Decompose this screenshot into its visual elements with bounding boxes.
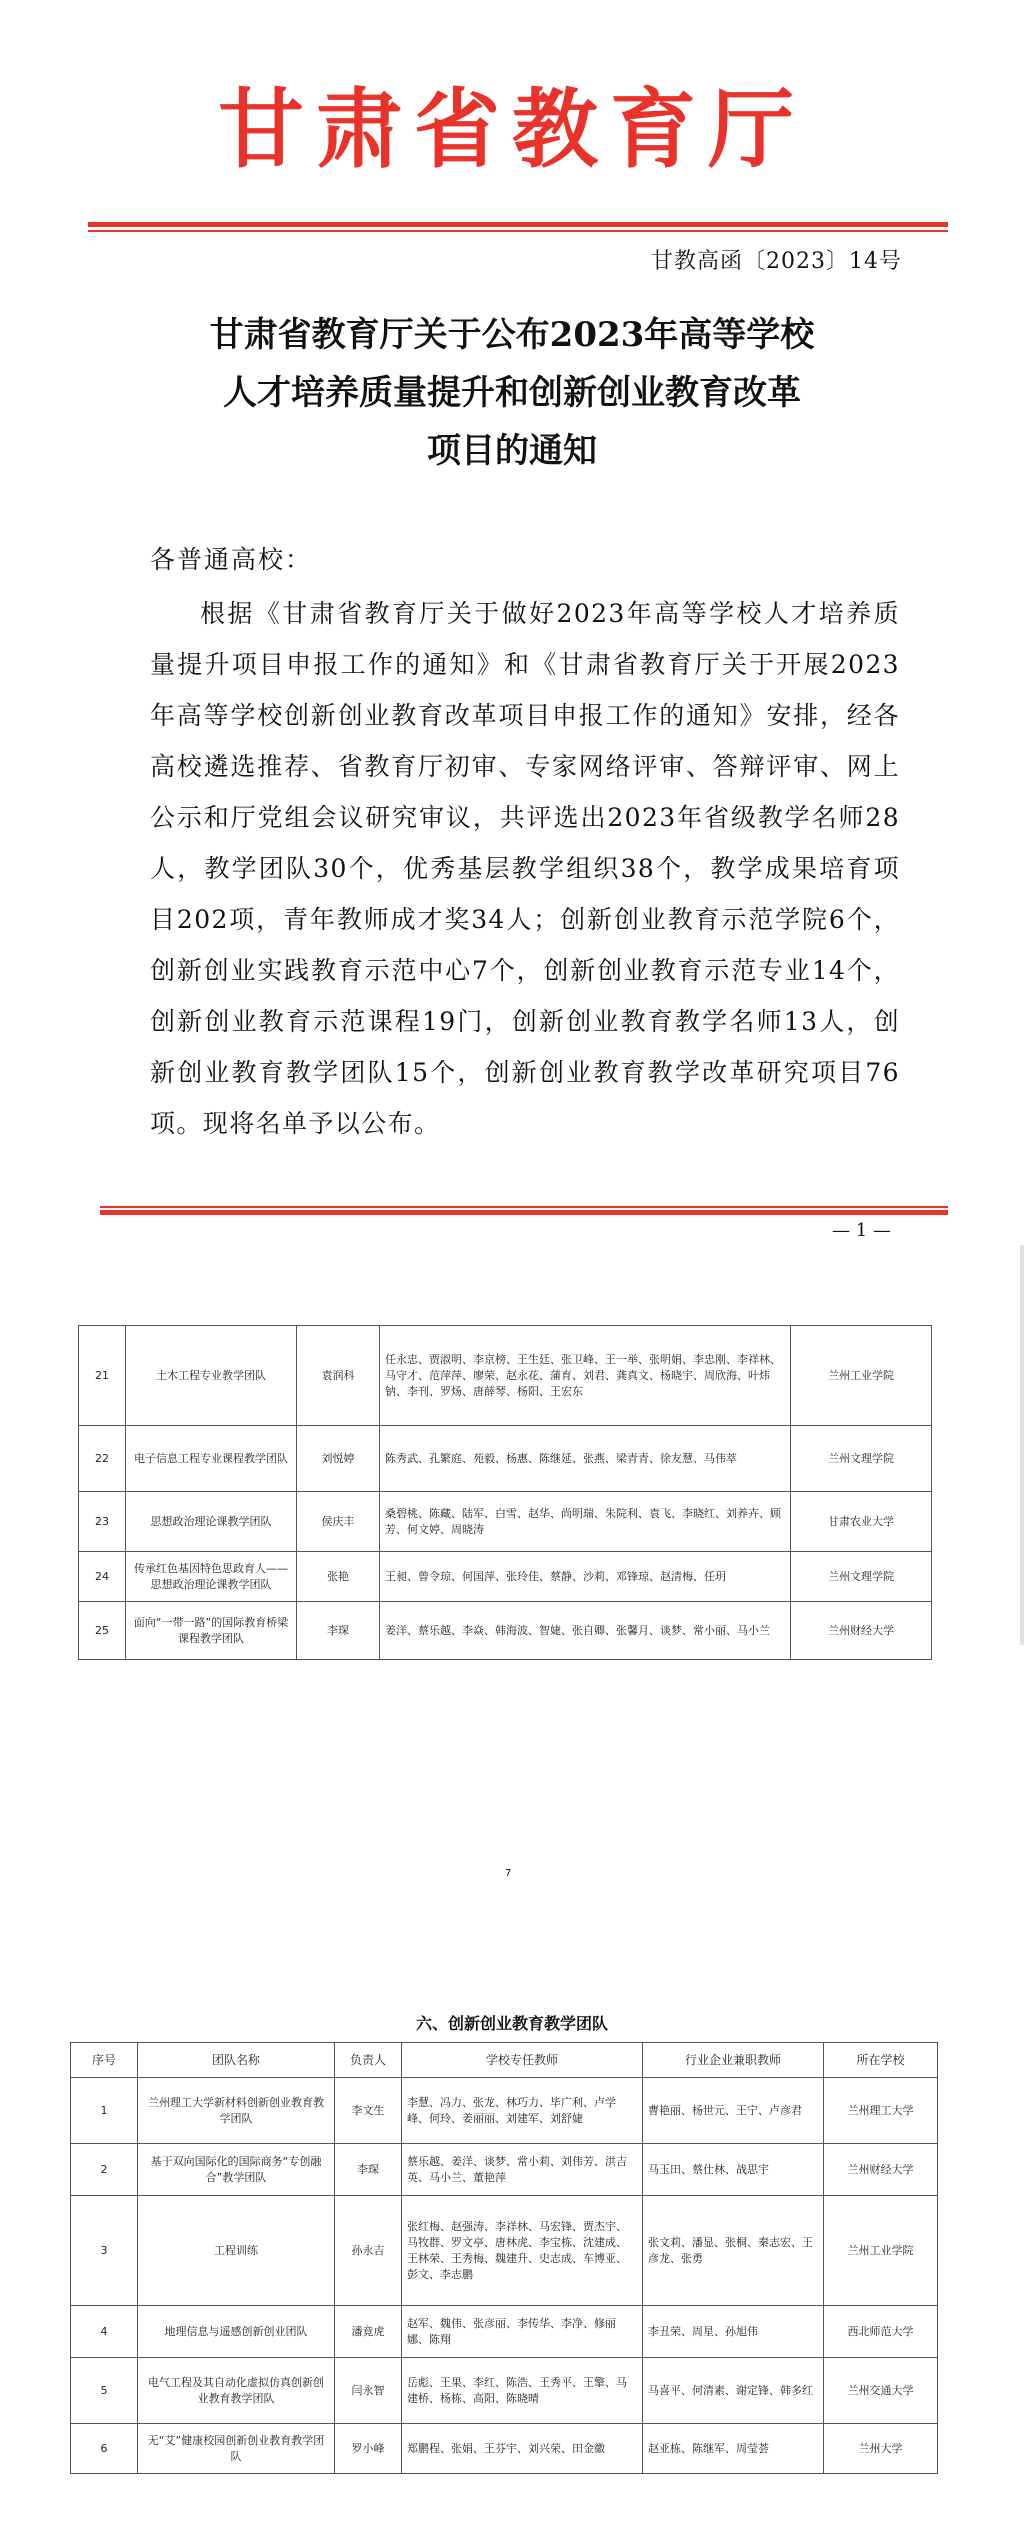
team-name: 电气工程及其自动化虚拟仿真创新创业教育教学团队 [138, 2358, 335, 2424]
table-row [79, 1602, 932, 1660]
team-leader: 李文生 [335, 2078, 402, 2144]
teaching-team-table [78, 1325, 932, 1660]
team-teachers: 赵军、魏伟、张彦丽、李传华、李净、修丽娜、陈翔 [402, 2306, 643, 2358]
table-header-row [71, 2043, 938, 2078]
team-name: 传承红色基因特色思政育人——思想政治理论课教学团队 [126, 1552, 297, 1602]
notice-body: 根据《甘肃省教育厅关于做好2023年高等学校人才培养质量提升项目申报工作的通知》和《甘肃省教育厅关于开展2023年高等学校创新创业教育改革项目申报工作的通知》安排，经各高校遴选推荐、省教育厅初审、专家网络评审、答辩评审、网上公示和厅党组会议研究审议，共评选出2023年省级教学名师28人，教学团队30个，优秀基层教学组织38个，教学成果培育项目202项，青年教师成才奖34人；创新创业教育示范学院6个，创新创业实践教育示范中心7个，创新创业教育示范专业14个，创新创业教育示范课程19门，创新创业教育教学名师13人，创新创业教育教学团队15个，创新创业教育教学改革研究项目76项。现将名单予以公布。 [150, 599, 900, 1138]
table-row [71, 2358, 938, 2424]
team-leader: 罗小峰 [335, 2424, 402, 2474]
table-row [79, 1326, 932, 1426]
team-teachers: 王昶、曾令琼、何国萍、张玲佳、蔡静、沙莉、邓锋琼、赵清梅、任玥 [380, 1552, 791, 1602]
table-row [71, 2078, 938, 2144]
team-school: 兰州理工大学 [824, 2078, 938, 2144]
document-number: 甘教高函〔2023〕14号 [651, 249, 902, 274]
header-rule-thick [88, 222, 948, 227]
industry-teachers: 马喜平、何清素、谢定锋、韩多红 [643, 2358, 824, 2424]
team-name: 兰州理工大学新材料创新创业教育教学团队 [138, 2078, 335, 2144]
industry-teachers: 赵亚栋、陈继军、周莹荟 [643, 2424, 824, 2474]
header-rule-thin [88, 230, 948, 232]
team-school: 西北师范大学 [824, 2306, 938, 2358]
col-leader: 负责人 [335, 2043, 402, 2078]
table-row [79, 1492, 932, 1552]
team-leader: 李琛 [297, 1602, 380, 1660]
team-leader: 李琛 [335, 2144, 402, 2196]
team-leader: 张艳 [297, 1552, 380, 1602]
row-number: 2 [71, 2144, 138, 2196]
industry-teachers: 曹艳丽、杨世元、王宁、卢彦君 [643, 2078, 824, 2144]
team-name: 思想政治理论课教学团队 [126, 1492, 297, 1552]
row-number: 6 [71, 2424, 138, 2474]
table-row [71, 2144, 938, 2196]
team-teachers: 郑鹏程、张娟、王芬宇、刘兴荣、田金徽 [402, 2424, 643, 2474]
team-leader: 刘悦婷 [297, 1426, 380, 1492]
team-school: 兰州财经大学 [824, 2144, 938, 2196]
table-row [79, 1426, 932, 1492]
notice-page [0, 0, 1024, 1245]
col-school: 所在学校 [824, 2043, 938, 2078]
team-name: 基于双向国际化的国际商务“专创融合”教学团队 [138, 2144, 335, 2196]
col-teachers: 学校专任教师 [402, 2043, 643, 2078]
title-line-3: 项目的通知 [427, 431, 597, 471]
table-row [71, 2306, 938, 2358]
industry-teachers: 马玉田、蔡仕林、战思宇 [643, 2144, 824, 2196]
team-leader: 袁润科 [297, 1326, 380, 1426]
innovation-team-table [70, 2042, 938, 2474]
team-teachers: 桑碧桃、陈藏、陆军、白雪、赵华、尚明瑞、朱院利、袁飞、李晓红、刘养卉、顾芳、何文婷、周晓涛 [380, 1492, 791, 1552]
team-name: 工程训练 [138, 2196, 335, 2306]
team-school: 甘肃农业大学 [791, 1492, 932, 1552]
letterhead: 甘肃省教育厅 [218, 80, 806, 180]
col-no: 序号 [71, 2043, 138, 2078]
team-teachers: 陈秀武、孔繁庭、苑毅、杨惠、陈继延、张燕、梁青青、徐友慧、马伟萃 [380, 1426, 791, 1492]
team-school: 兰州文理学院 [791, 1552, 932, 1602]
team-name: 面向“一带一路”的国际教育桥梁课程教学团队 [126, 1602, 297, 1660]
footer-rule-thin [100, 1206, 948, 1208]
team-leader: 侯庆丰 [297, 1492, 380, 1552]
row-number: 1 [71, 2078, 138, 2144]
row-number: 22 [79, 1426, 126, 1492]
table-row [71, 2196, 938, 2306]
page-number-small: 7 [505, 1868, 512, 1879]
team-school: 兰州交通大学 [824, 2358, 938, 2424]
team-school: 兰州文理学院 [791, 1426, 932, 1492]
team-teachers: 任永忠、贾淑明、李京榜、王生廷、张卫峰、王一举、张明娟、李忠刚、李祥林、马守才、范萍萍、廖荣、赵永花、蒲育、刘君、龚真文、杨晓宇、周欣海、叶炜钠、李刊、罗炀、唐薛琴、杨阳、王宏东 [380, 1326, 791, 1426]
team-teachers: 蔡乐越、姜洋、谈梦、常小莉、刘伟芳、洪吉英、马小兰、董艳萍 [402, 2144, 643, 2196]
row-number: 3 [71, 2196, 138, 2306]
team-name: 地理信息与遥感创新创业团队 [138, 2306, 335, 2358]
col-team-name: 团队名称 [138, 2043, 335, 2078]
col-industry: 行业企业兼职教师 [643, 2043, 824, 2078]
team-school: 兰州大学 [824, 2424, 938, 2474]
title-line-2: 人才培养质量提升和创新创业教育改革 [223, 373, 801, 413]
table-row [79, 1552, 932, 1602]
table-row [71, 2424, 938, 2474]
industry-teachers: 李丑荣、周星、孙旭伟 [643, 2306, 824, 2358]
team-school: 兰州财经大学 [791, 1602, 932, 1660]
salutation: 各普通高校： [150, 545, 313, 574]
industry-teachers: 张文莉、潘显、张桐、秦志宏、王彦龙、张勇 [643, 2196, 824, 2306]
section-title: 六、创新创业教育教学团队 [415, 2014, 608, 2033]
title-line-1: 甘肃省教育厅关于公布2023年高等学校 [209, 315, 815, 355]
row-number: 23 [79, 1492, 126, 1552]
team-leader: 潘竟虎 [335, 2306, 402, 2358]
row-number: 21 [79, 1326, 126, 1426]
team-school: 兰州工业学院 [824, 2196, 938, 2306]
team-name: 电子信息工程专业课程教学团队 [126, 1426, 297, 1492]
row-number: 5 [71, 2358, 138, 2424]
team-teachers: 岳彪、王果、李红、陈浩、王秀平、王擎、马建桥、杨栋、高阳、陈晓晴 [402, 2358, 643, 2424]
team-teachers: 姜洋、蔡乐越、李焱、韩海波、智婕、张自卿、张馨月、谈梦、常小丽、马小兰 [380, 1602, 791, 1660]
team-leader: 闫永智 [335, 2358, 402, 2424]
team-teachers: 张红梅、赵强涛、李祥林、马宏锋、贾杰宇、马牧群、罗文亭、唐林虎、李宝栋、沈建成、王林荣、王秀梅、魏建升、史志成、车博亚、彭文、李志鹏 [402, 2196, 643, 2306]
row-number: 24 [79, 1552, 126, 1602]
row-number: 25 [79, 1602, 126, 1660]
page-edge-shadow [1020, 1245, 1024, 1645]
team-school: 兰州工业学院 [791, 1326, 932, 1426]
row-number: 4 [71, 2306, 138, 2358]
team-name: 土木工程专业教学团队 [126, 1326, 297, 1426]
team-leader: 孙永吉 [335, 2196, 402, 2306]
team-name: 无“艾”健康校园创新创业教育教学团队 [138, 2424, 335, 2474]
footer-rule-thick [100, 1210, 948, 1215]
page-number: — 1 — [832, 1220, 891, 1241]
team-teachers: 李慧、冯力、张龙、林巧力、毕广利、卢学峰、何玲、姜丽丽、刘建军、刘舒婕 [402, 2078, 643, 2144]
